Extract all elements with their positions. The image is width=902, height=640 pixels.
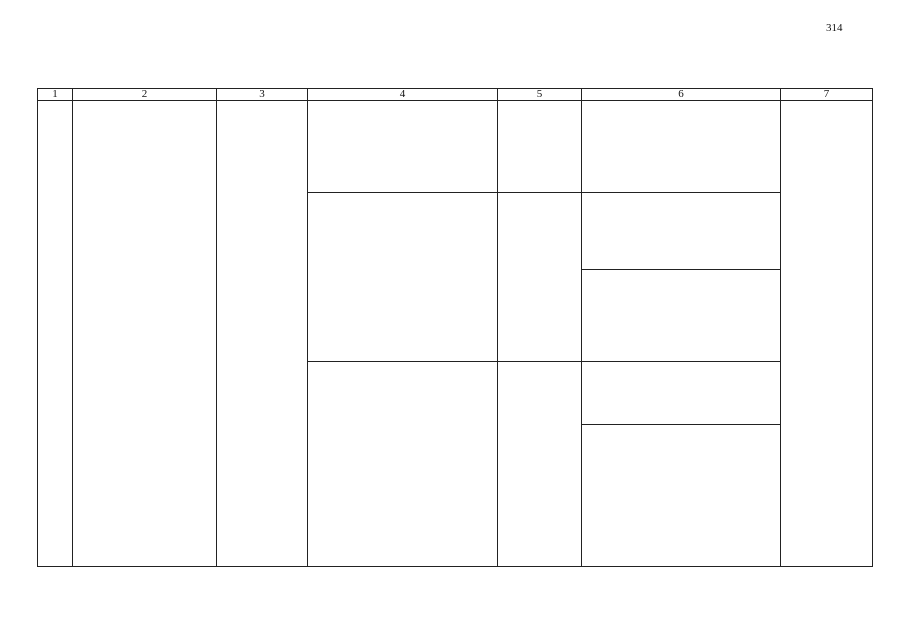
row-separator — [307, 361, 781, 362]
treatment-type-cell — [500, 363, 579, 564]
page-number: 314 — [826, 22, 843, 34]
treatment-type-cell — [500, 194, 579, 359]
table-right-border — [872, 88, 873, 567]
column-number-3: 3 — [259, 88, 265, 100]
column-separator — [581, 88, 582, 567]
column-number-6: 6 — [678, 88, 684, 100]
column-separator — [780, 88, 781, 567]
diagnosis-cell — [310, 194, 495, 359]
diagnosis-cell — [310, 363, 495, 564]
treatment-method-cell — [584, 426, 778, 564]
column-number-5: 5 — [536, 88, 543, 100]
row-separator — [307, 192, 781, 193]
column-separator — [307, 88, 308, 567]
treatment-type-cell — [500, 102, 579, 190]
column-separator — [216, 88, 217, 567]
subrow-separator — [581, 424, 781, 425]
column-number-4: 4 — [399, 88, 406, 100]
column-number-1: 1 — [52, 88, 58, 100]
diagnosis-cell — [310, 102, 495, 190]
table-bottom-border — [37, 566, 873, 567]
treatment-method-cell — [584, 363, 778, 422]
subrow-separator — [581, 269, 781, 270]
table-left-border — [37, 88, 38, 567]
column-number-7: 7 — [823, 88, 830, 100]
column-number-2: 2 — [141, 88, 148, 100]
treatment-method-cell — [584, 194, 778, 267]
column-separator — [72, 88, 73, 567]
column-separator — [497, 88, 498, 567]
treatment-method-cell — [584, 102, 778, 190]
treatment-method-cell — [584, 271, 778, 359]
header-row-border — [37, 100, 873, 101]
